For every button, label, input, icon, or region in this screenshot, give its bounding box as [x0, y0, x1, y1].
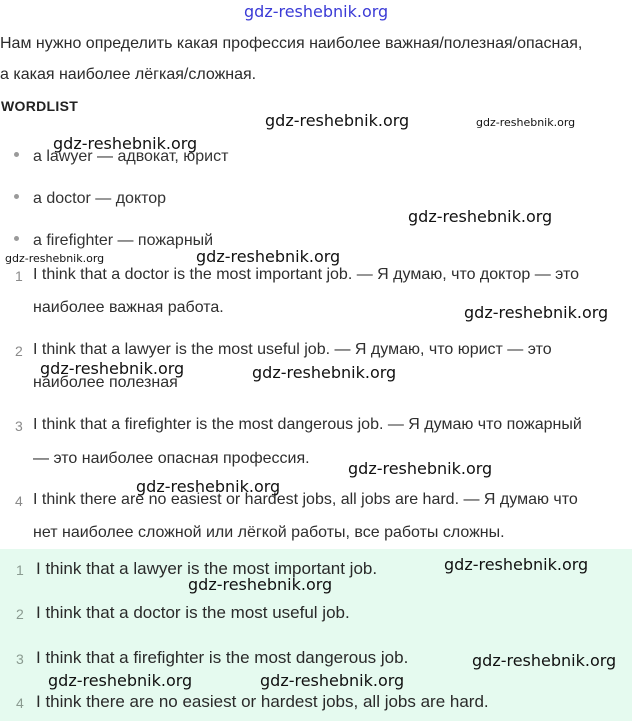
- translation-line: I think that a doctor is the most important job. — Я думаю, что доктор — это: [33, 266, 580, 283]
- wordlist-item: [14, 232, 213, 250]
- translation-number: 3: [15, 418, 23, 434]
- translation-number: 1: [15, 268, 23, 284]
- wordlist-item-text: a firefighter — пожарный: [33, 232, 214, 249]
- translation-line: I think that a lawyer is the most useful job. — Я думаю, что юрист — это: [33, 341, 552, 358]
- answer-number: 4: [16, 695, 24, 711]
- watermark: gdz-reshebnik.org: [348, 459, 493, 478]
- wordlist-item: [14, 190, 166, 208]
- answer-line: I think that a doctor is the most useful job.: [36, 603, 350, 622]
- translation-line: наиболее полезная: [33, 374, 178, 391]
- wordlist-item-text: a doctor — доктор: [33, 190, 167, 207]
- watermark: gdz-reshebnik.org: [53, 134, 198, 153]
- watermark: gdz-reshebnik.org: [408, 207, 553, 226]
- watermark: gdz-reshebnik.org: [265, 111, 410, 130]
- answer-number: 1: [16, 562, 24, 578]
- wordlist-title: WORDLIST: [1, 98, 79, 114]
- translation-number: 2: [15, 343, 23, 359]
- watermark: gdz-reshebnik.org: [252, 363, 397, 382]
- watermark: gdz-reshebnik.org: [472, 651, 617, 670]
- wordlist-item-text: a lawyer — адвокат, юрист: [33, 148, 229, 165]
- watermark: gdz-reshebnik.org: [48, 671, 193, 690]
- answer-number: 2: [16, 606, 24, 622]
- translation-line: I think there are no easiest or hardest jobs, all jobs are hard. — Я думаю что: [33, 491, 578, 508]
- watermark: gdz-reshebnik.org: [5, 252, 105, 265]
- intro-line-1: Нам нужно определить какая профессия наиболее важная/полезная/опасная,: [0, 35, 583, 52]
- watermark: gdz-reshebnik.org: [444, 555, 589, 574]
- translation-line: I think that a firefighter is the most dangerous job. — Я думаю что пожарный: [33, 416, 582, 433]
- translation-number: 4: [15, 493, 23, 509]
- answer-line: I think that a firefighter is the most dangerous job.: [36, 648, 409, 667]
- answer-number: 3: [16, 651, 24, 667]
- watermark: gdz-reshebnik.org: [260, 671, 405, 690]
- watermark: gdz-reshebnik.org: [136, 477, 281, 496]
- watermark: gdz-reshebnik.org: [476, 116, 576, 129]
- bullet-icon: [14, 194, 19, 199]
- translation-line: наиболее важная работа.: [33, 299, 224, 316]
- answer-line: I think that a lawyer is the most important job.: [36, 559, 378, 578]
- watermark: gdz-reshebnik.org: [464, 303, 609, 322]
- translation-line: — это наиболее опасная профессия.: [33, 450, 310, 467]
- watermark: gdz-reshebnik.org: [196, 247, 341, 266]
- watermark-top: gdz-reshebnik.org: [244, 2, 389, 21]
- bullet-icon: [14, 236, 19, 241]
- bullet-icon: [14, 152, 19, 157]
- intro-line-2: а какая наиболее лёгкая/сложная.: [0, 66, 257, 83]
- translation-line: нет наиболее сложной или лёгкой работы, все работы сложны.: [33, 524, 505, 541]
- answer-line: I think there are no easiest or hardest jobs, all jobs are hard.: [36, 692, 489, 711]
- watermark: gdz-reshebnik.org: [40, 359, 185, 378]
- watermark: gdz-reshebnik.org: [188, 575, 333, 594]
